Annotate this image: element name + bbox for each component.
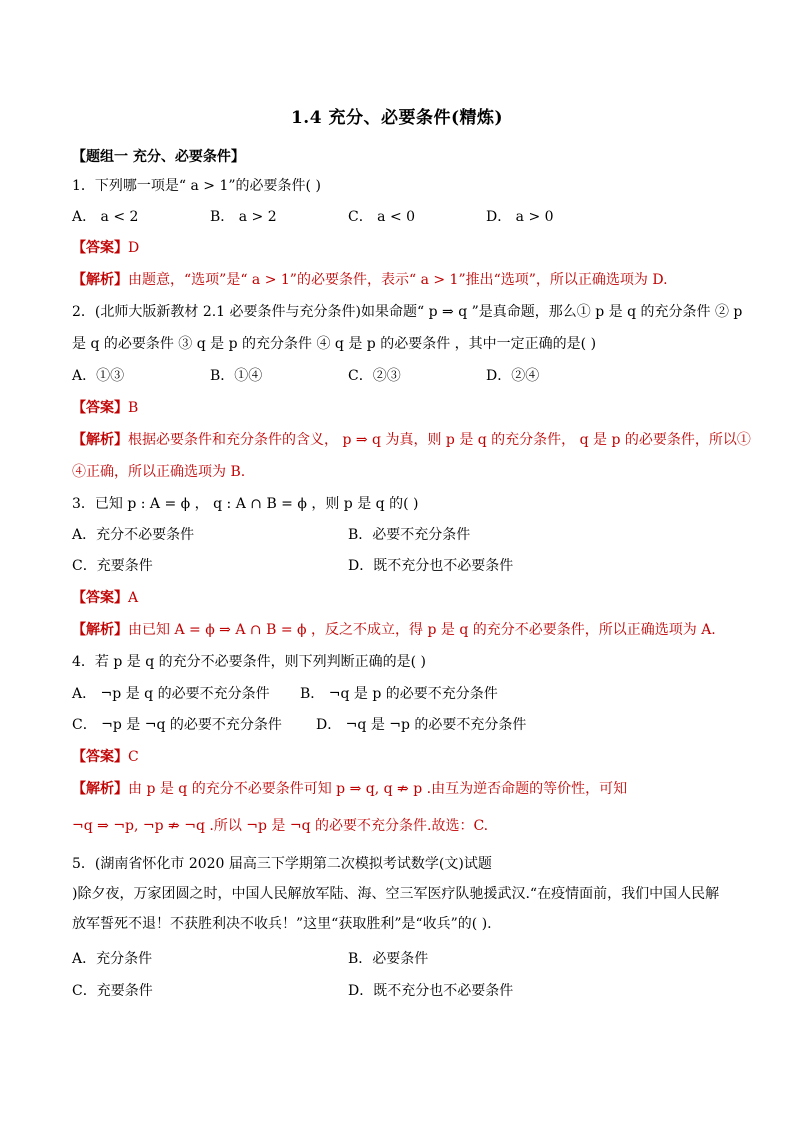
analysis-text: 根据必要条件和充分条件的含义， p ⇒ q 为真，则 p 是 q 的充分条件， q 是 p 的必要条件，所以① [128, 432, 751, 448]
analysis-label: 【解析】 [72, 622, 128, 638]
q2-analysis-line2: ④正确，所以正确选项为 B. [72, 464, 246, 480]
analysis-label: 【解析】 [72, 432, 128, 448]
q2-answer [72, 398, 138, 418]
q4-option-d: D． ¬q 是 ¬p 的必要不充分条件 [316, 717, 527, 733]
q5-option-b: B．必要条件 [348, 951, 429, 967]
q2-option-b: B．①④ [210, 368, 263, 384]
q5-stem-line1: 5．(湖南省怀化市 2020 届高三下学期第二次模拟考试数学(文)试题 [72, 856, 492, 872]
answer-label: 【答案】 [72, 749, 128, 765]
q1-option-b: B． a > 2 [210, 209, 277, 225]
analysis-label: 【解析】 [72, 272, 128, 288]
q1-option-d: D． a > 0 [486, 209, 554, 225]
q3-answer [72, 588, 138, 608]
q3-option-a: A．充分不必要条件 [72, 527, 195, 543]
q3-option-c: C．充要条件 [72, 558, 153, 574]
q5-option-a: A．充分条件 [72, 951, 153, 967]
answer-value: A [128, 590, 139, 606]
answer-label: 【答案】 [72, 400, 128, 416]
answer-value: D [128, 240, 140, 256]
q4-option-c: C． ¬p 是 ¬q 的必要不充分条件 [72, 717, 282, 733]
q1-option-a: A． a < 2 [72, 209, 139, 225]
q2-option-a: A．①③ [72, 368, 125, 384]
q4-option-b: B． ¬q 是 p 的必要不充分条件 [300, 686, 498, 702]
group-heading: 【题组一 充分、必要条件】 [72, 149, 245, 165]
answer-value: C [128, 749, 139, 765]
q5-stem-line3: 放军誓死不退！不获胜利决不收兵！”这里“获取胜利”是“收兵”的( ). [72, 916, 492, 932]
answer-label: 【答案】 [72, 590, 128, 606]
q1-option-c: C． a < 0 [348, 209, 416, 225]
q4-answer [72, 747, 139, 767]
q2-analysis-line1 [72, 430, 751, 450]
q4-analysis-line1 [72, 779, 627, 799]
q2-stem-line1: 2．(北师大版新教材 2.1 必要条件与充分条件)如果命题“ p ⇒ q ”是真命题，那么① p 是 q 的充分条件 ② p [72, 304, 743, 320]
q3-option-d: D．既不充分也不必要条件 [348, 558, 514, 574]
q4-stem: 4．若 p 是 q 的充分不必要条件，则下列判断正确的是( ) [72, 654, 427, 670]
q2-option-c: C．②③ [348, 368, 401, 384]
q2-stem-line2: 是 q 的必要条件 ③ q 是 p 的充分条件 ④ q 是 p 的必要条件 ，其中一定正确的是( ) [72, 336, 597, 352]
q4-option-a: A． ¬p 是 q 的必要不充分条件 [72, 686, 270, 702]
q2-option-d: D．②④ [486, 368, 540, 384]
q1-analysis [72, 270, 668, 290]
analysis-label: 【解析】 [72, 781, 128, 797]
q3-stem: 3．已知 p : A = ϕ ， q : A ∩ B = ϕ ，则 p 是 q 的( ) [72, 496, 419, 512]
answer-value: B [128, 400, 139, 416]
q1-answer [72, 238, 139, 258]
q4-analysis-line2: ¬q ⇒ ¬p, ¬p ⇏ ¬q .所以 ¬p 是 ¬q 的必要不充分条件.故选：C. [72, 818, 489, 834]
answer-label: 【答案】 [72, 240, 128, 256]
q3-analysis [72, 620, 716, 640]
analysis-text: 由已知 A = ϕ ⇒ A ∩ B = ϕ ，反之不成立，得 p 是 q 的充分不必要条件，所以正确选项为 A. [128, 622, 716, 638]
q5-option-c: C．充要条件 [72, 983, 153, 999]
analysis-text: 由 p 是 q 的充分不必要条件可知 p ⇒ q, q ⇏ p .由互为逆否命题的等价性，可知 [128, 781, 628, 797]
q5-stem-line2: )除夕夜，万家团圆之时，中国人民解放军陆、海、空三军医疗队驰援武汉.“在疫情面前，我们中国人民解 [72, 886, 720, 902]
analysis-text: 由题意，“选项”是“ a > 1”的必要条件，表示“ a > 1”推出“选项”，所以正确选项为 D. [128, 272, 668, 288]
q3-option-b: B．必要不充分条件 [348, 527, 471, 543]
q1-stem: 1．下列哪一项是“ a > 1”的必要条件( ) [72, 178, 321, 194]
page-title: 1.4 充分、必要条件(精炼) [290, 108, 504, 128]
q5-option-d: D．既不充分也不必要条件 [348, 983, 514, 999]
